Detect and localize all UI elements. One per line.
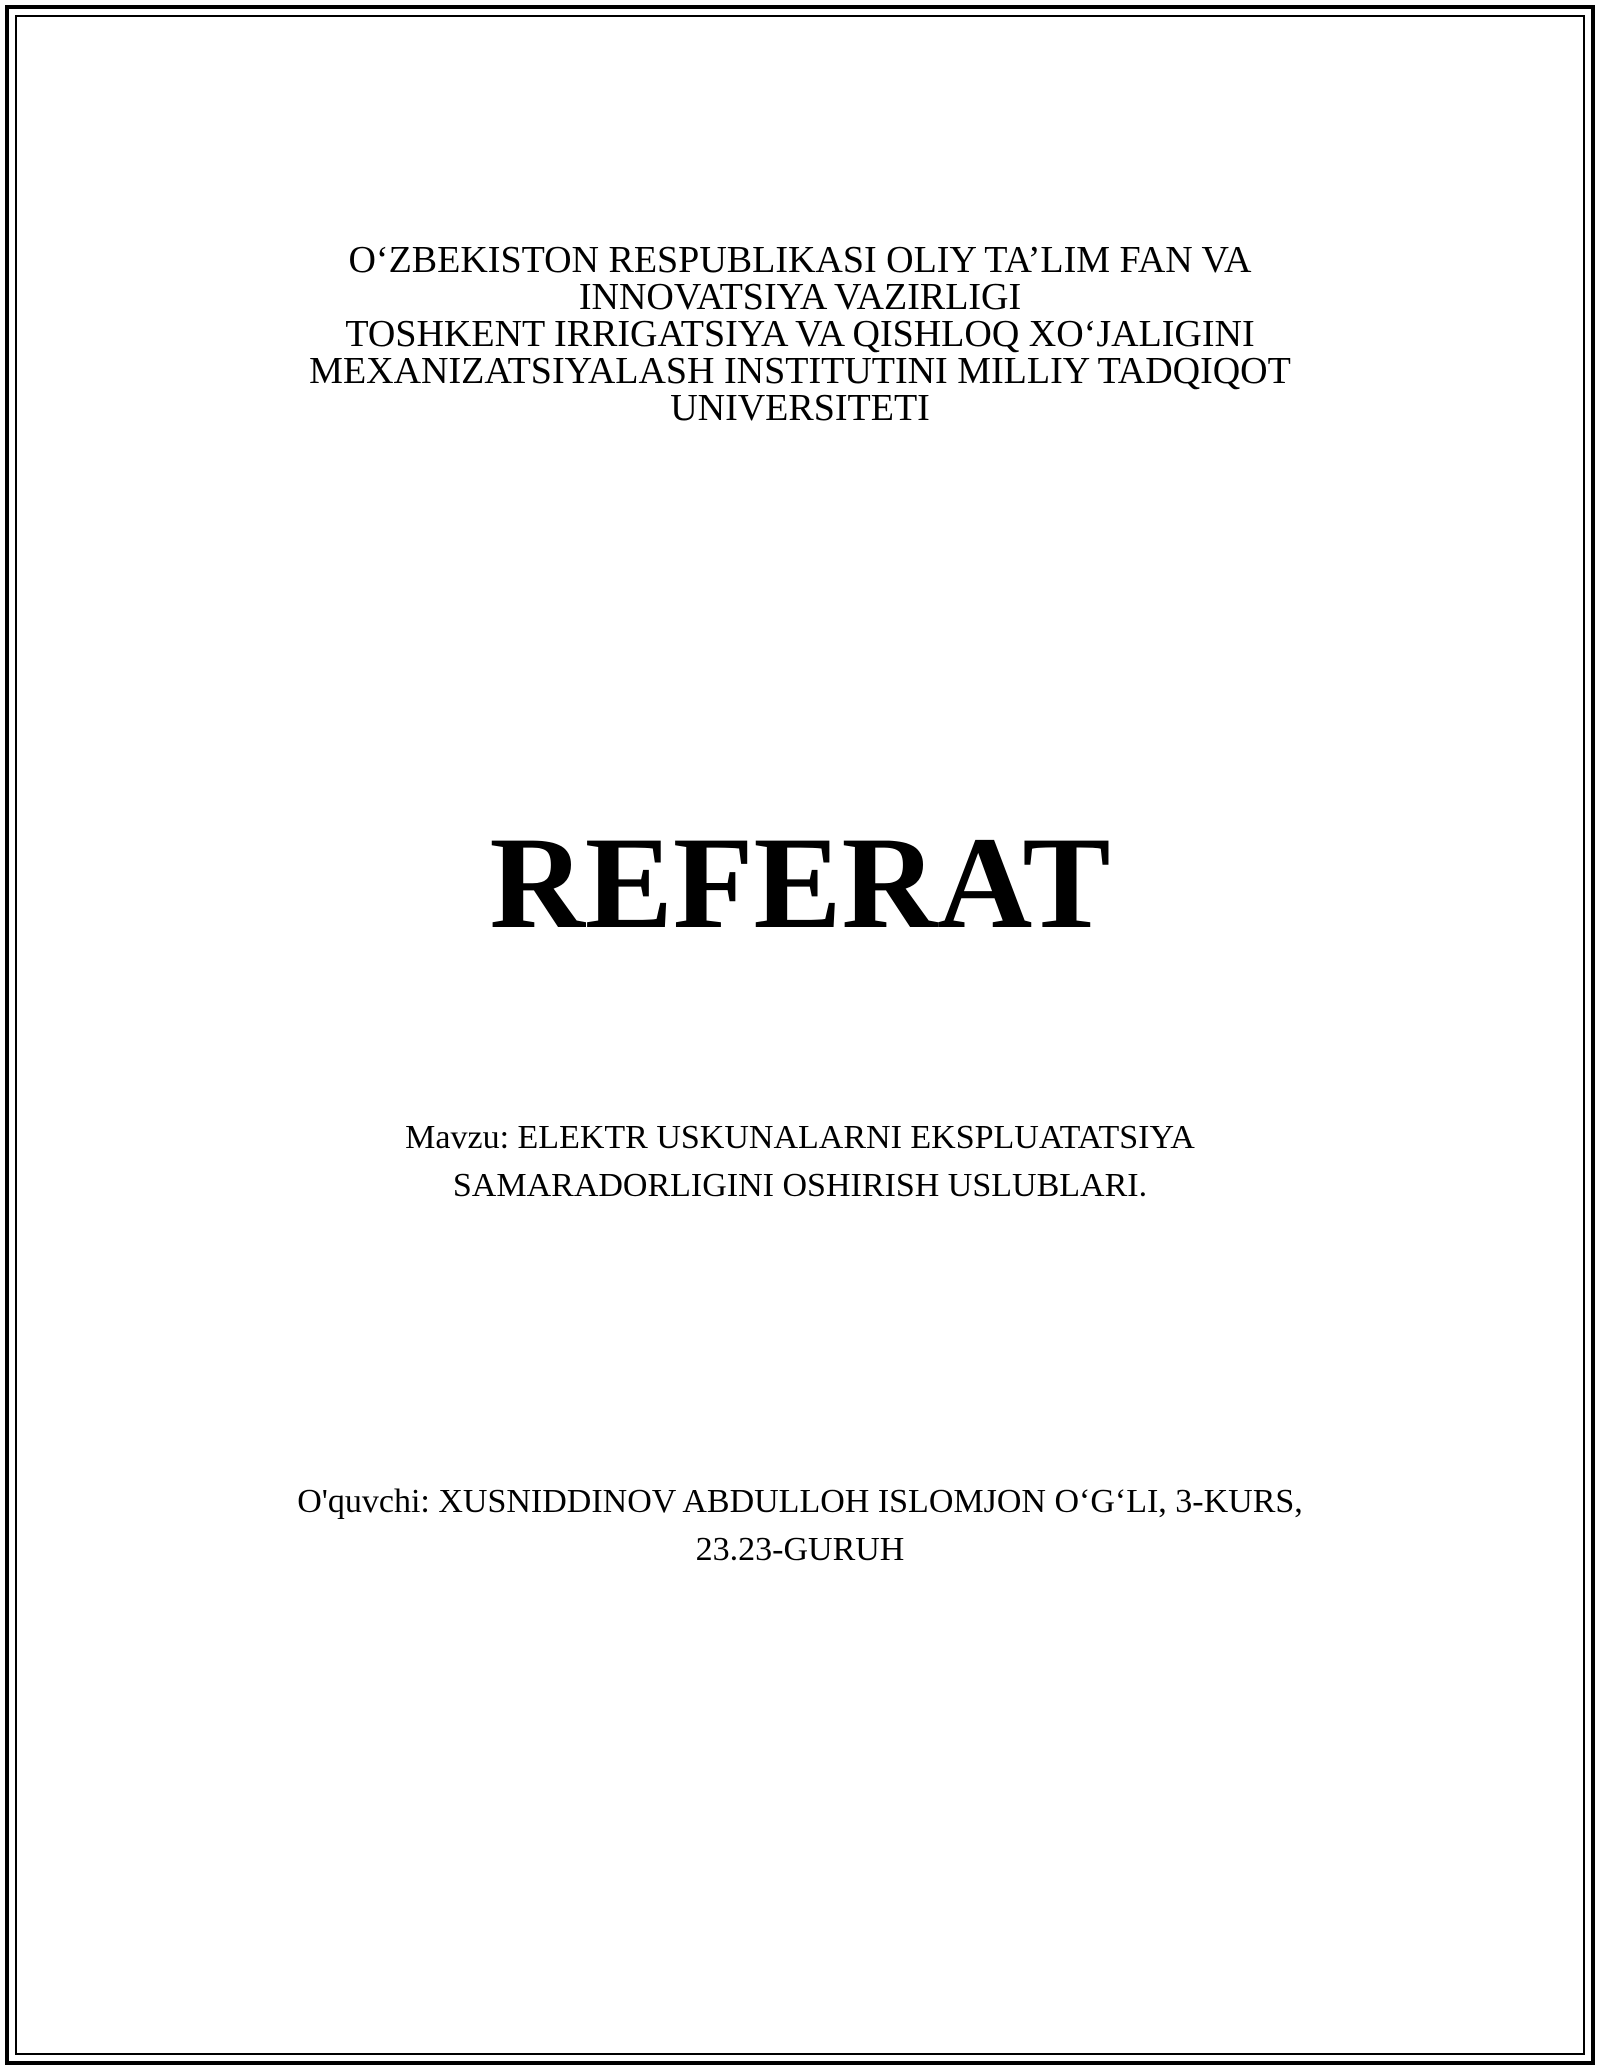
header-line: MEXANIZATSIYALASH INSTITUTINI MILLIY TADQIQOT (309, 350, 1291, 392)
document-title: REFERAT (489, 809, 1111, 956)
header-line: INNOVATSIYA VAZIRLIGI (578, 276, 1022, 318)
student-line: O'quvchi: XUSNIDDINOV ABDULLOH ISLOMJON O‘G‘LI, 3-KURS, (297, 1483, 1303, 1520)
student-block (0, 1478, 1600, 1574)
header-line: O‘ZBEKISTON RESPUBLIKASI OLIY TA’LIM FAN VA (348, 239, 1252, 281)
student-line: 23.23-GURUH (695, 1531, 905, 1568)
topic-line: SAMARADORLIGINI OSHIRISH USLUBLARI. (452, 1167, 1148, 1204)
header-line: UNIVERSITETI (670, 387, 930, 429)
header-line: TOSHKENT IRRIGATSIYA VA QISHLOQ XO‘JALIGINI (345, 313, 1255, 355)
institution-header (0, 239, 1600, 429)
topic-line: Mavzu: ELEKTR USKUNALARNI EKSPLUATATSIYA (405, 1119, 1195, 1156)
topic-block (0, 1114, 1600, 1210)
